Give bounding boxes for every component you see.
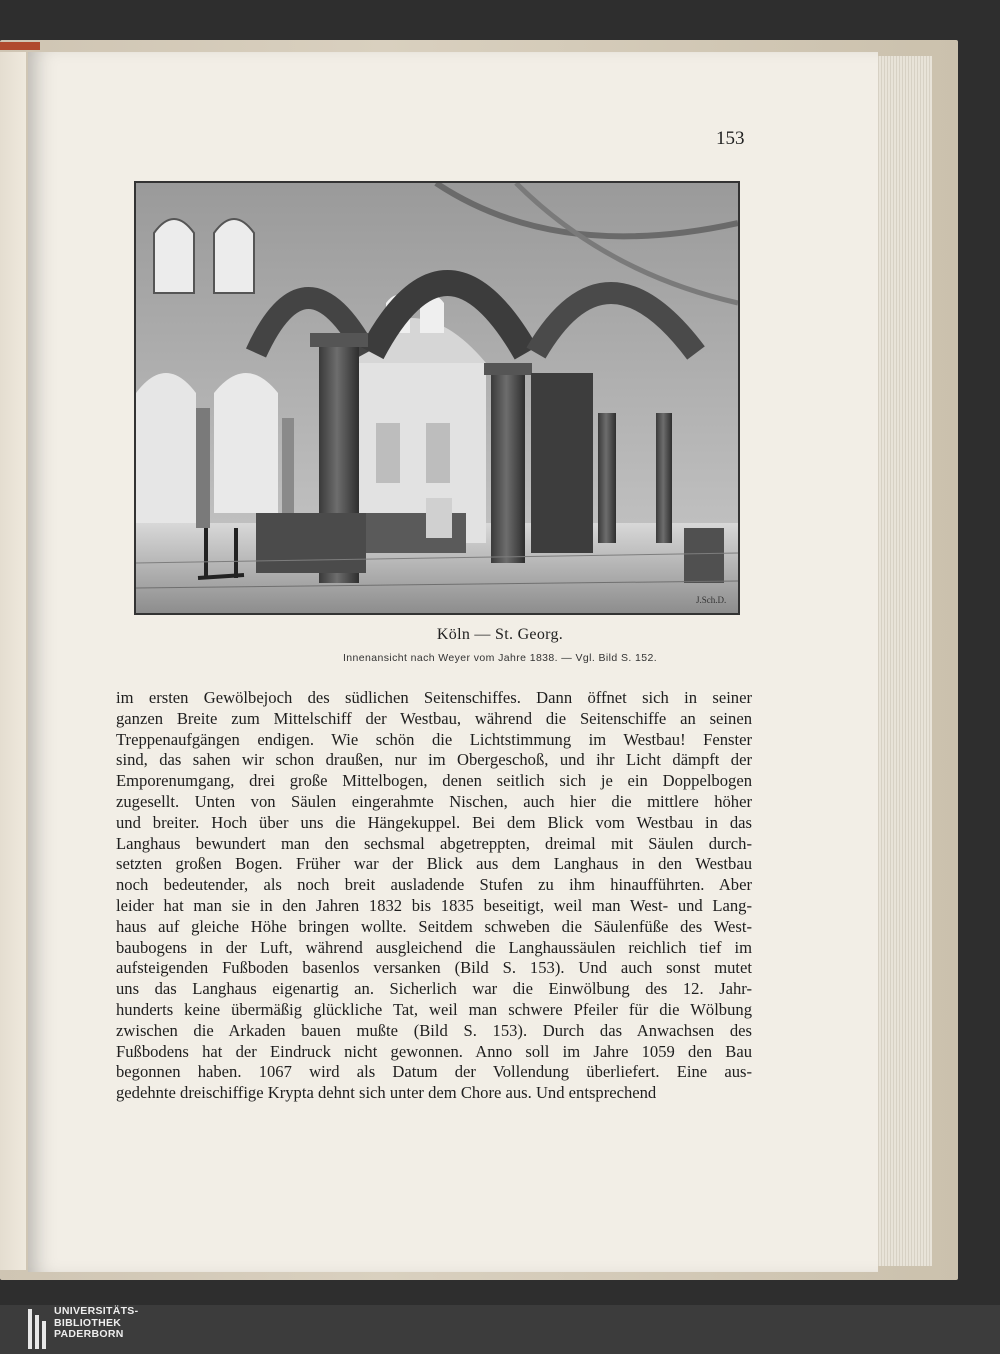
page-number: 153 — [716, 128, 745, 149]
body-line: und breiter. Hoch über uns die Hängekuppel. Bei dem Blick vom Westbau in das — [116, 812, 752, 832]
library-name — [54, 1306, 138, 1341]
library-footer-bar — [0, 1305, 1000, 1354]
body-line: leider hat man sie in den Jahren 1832 bis 1835 beseitigt, weil man West- und Lang- — [116, 895, 752, 915]
bookmark-ribbon — [0, 42, 40, 50]
body-paragraph — [116, 688, 752, 1104]
figure-caption-title: Köln — St. Georg. — [436, 626, 564, 643]
body-line: haus auf gleiche Höhe bringen wollte. Seitdem schweben die Säulenfüße des West- — [116, 916, 752, 936]
body-line: setzten großen Bogen. Früher war der Blick aus dem Langhaus in den Westbau — [116, 854, 752, 874]
body-line: begonnen haben. 1067 wird als Datum der Vollendung überliefert. Eine aus- — [116, 1062, 752, 1082]
library-name-line: UNIVERSITÄTS- — [54, 1305, 139, 1317]
body-line: sind, das sahen wir schon draußen, nur im Obergeschoß, und ihr Licht dämpft der — [116, 750, 752, 770]
artist-signature: J.Sch.D. — [696, 595, 727, 605]
body-line: zugesellt. Unten von Säulen eingerahmte Nischen, auch hier die mittlere höher — [116, 791, 752, 811]
body-line: im ersten Gewölbejoch des südlichen Seitenschiffes. Dann öffnet sich in seiner — [116, 688, 752, 707]
body-line: Emporenumgang, drei große Mittelbogen, denen seitlich sich je ein Doppelbogen — [116, 771, 752, 791]
body-line: Langhaus bewundert man den sechsmal abgetreppten, dreimal mit Säulen durch- — [116, 833, 752, 853]
body-line: baubogens in der Luft, während ausgleichend die Langhaussäulen reichlich tief im — [116, 937, 752, 957]
library-name-line: PADERBORN — [54, 1328, 124, 1340]
body-line: uns das Langhaus eigenartig an. Sicherlich war die Einwölbung des 12. Jahr- — [116, 979, 752, 999]
library-logo-icon — [28, 1309, 48, 1349]
body-line: zwischen die Arkaden bauen mußte (Bild S. 153). Durch das Anwachsen des — [116, 1020, 752, 1040]
body-line: ganzen Breite zum Mittelschiff der Westbau, während die Seitenschiffe an seinen — [116, 708, 752, 728]
church-interior-illustration — [134, 181, 740, 615]
body-line: noch bedeutender, als noch breit ausladende Stufen zu ihm hinaufführten. Aber — [116, 875, 752, 895]
body-line: gedehnte dreischiffige Krypta dehnt sich unter dem Chore aus. Und entsprechend — [116, 1083, 657, 1103]
figure-caption-subtitle: Innenansicht nach Weyer vom Jahre 1838. — Vgl. Bild S. 152. — [342, 652, 658, 664]
body-line: Fußbodens hat der Eindruck nicht gewonnen. Anno soll im Jahre 1059 den Bau — [116, 1041, 752, 1061]
body-line: aufsteigenden Fußboden basenlos versanken (Bild S. 153). Und auch sonst mutet — [116, 958, 752, 978]
body-line: hunderts keine übermäßig glückliche Tat, weil man schwere Pfeiler für die Wölbung — [116, 999, 752, 1019]
body-line: Treppenaufgängen endigen. Wie schön die Lichtstimmung im Westbau! Fenster — [116, 729, 752, 749]
library-name-line: BIBLIOTHEK — [54, 1316, 122, 1329]
church-interior-engraving — [136, 183, 738, 613]
